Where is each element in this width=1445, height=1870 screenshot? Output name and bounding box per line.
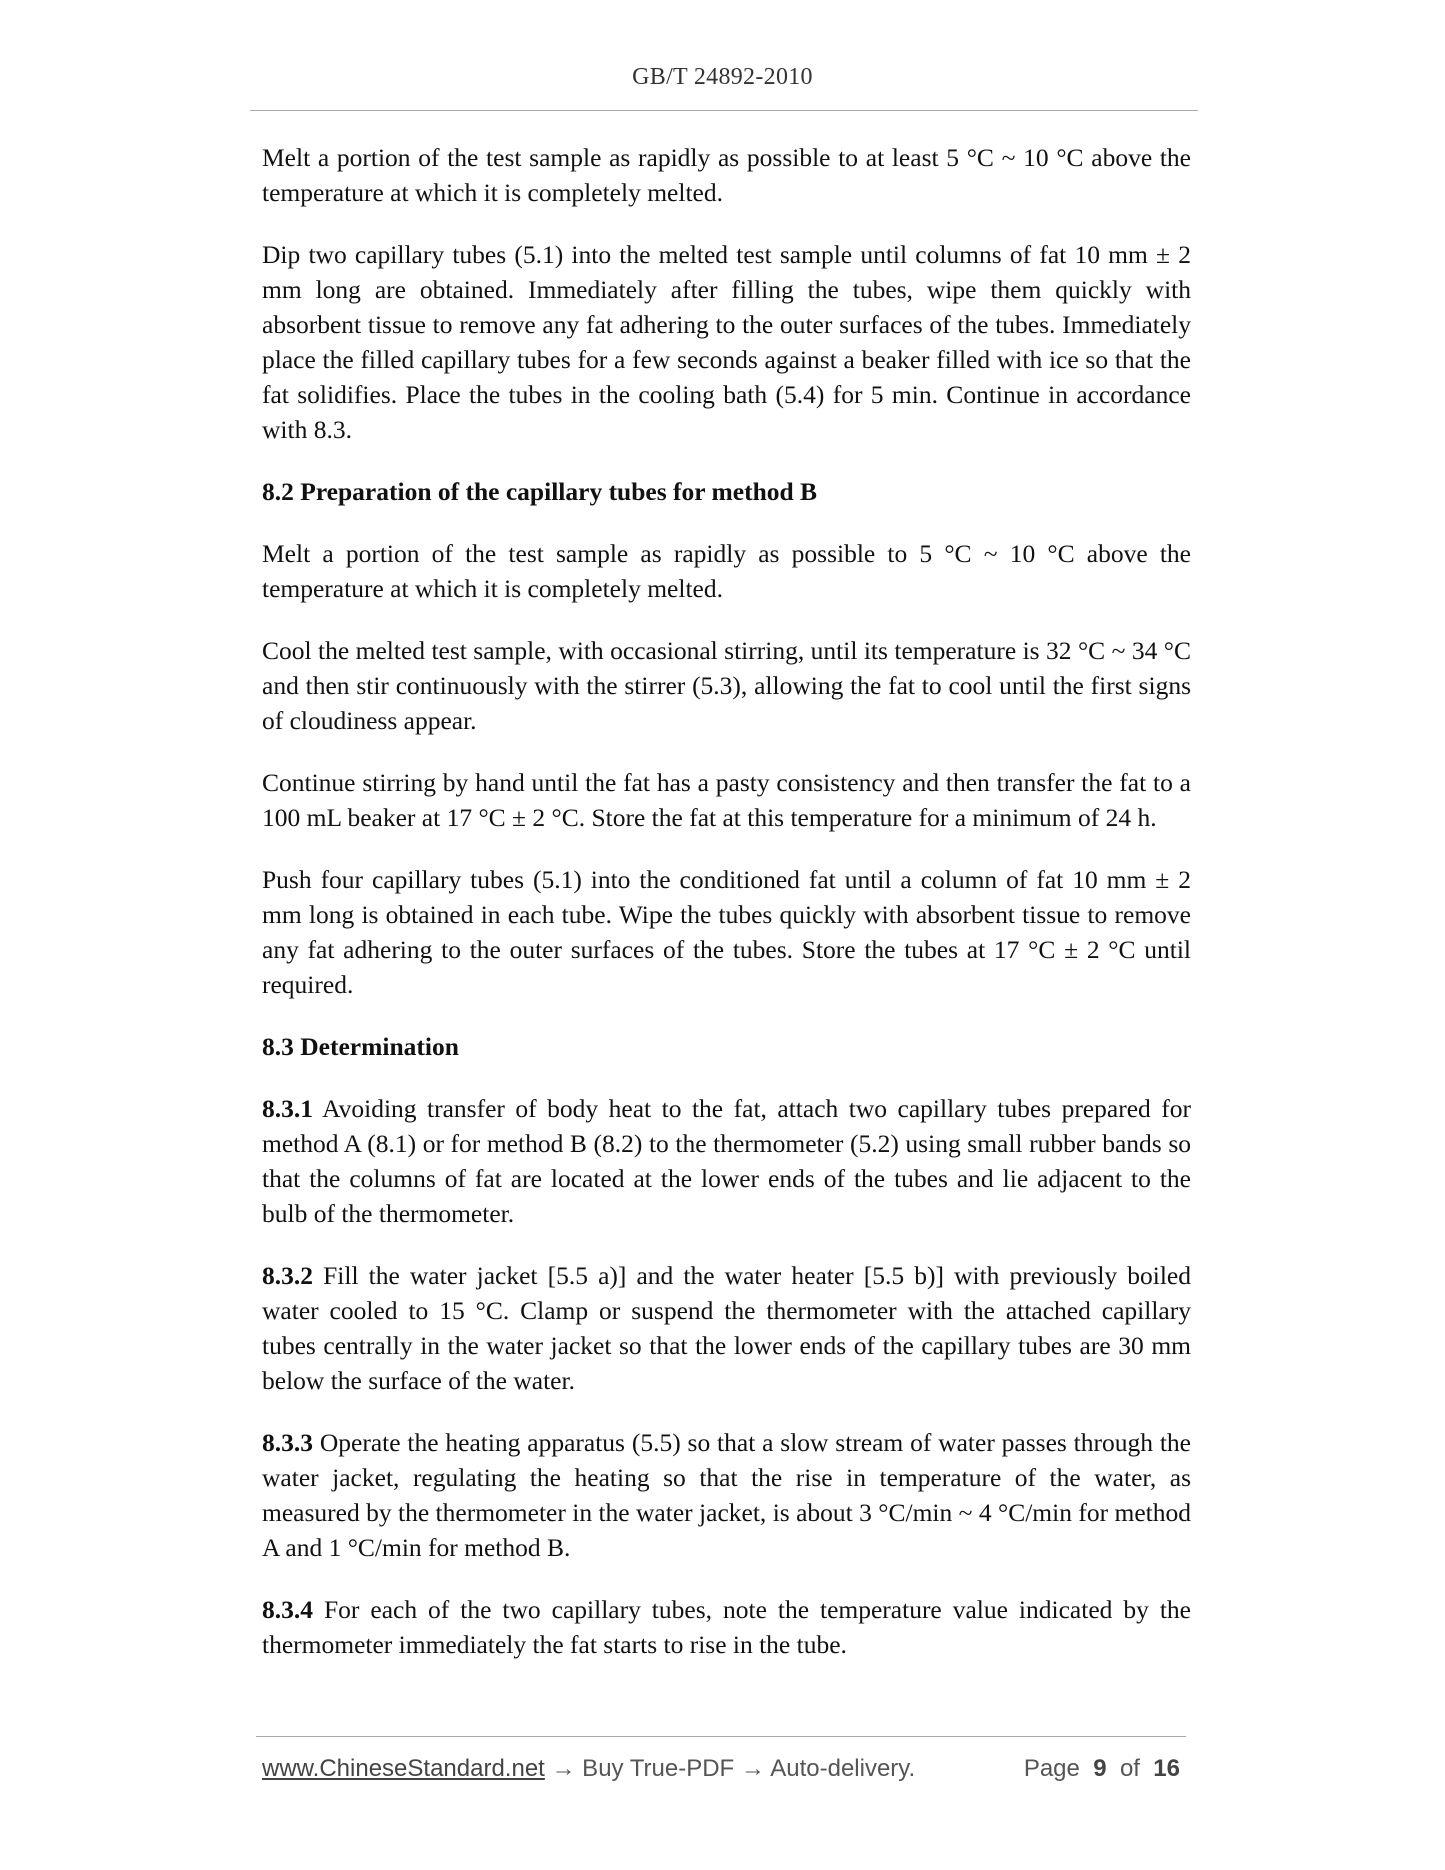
page-label: Page (1023, 1755, 1080, 1782)
footer-divider (256, 1736, 1186, 1737)
paragraph-continue-stirring: Continue stirring by hand until the fat has a pasty consistency and then transfer the fat to a 100 mL beaker at 17 °C ± 2 °C. Store the fat at this temperature for a minimum of 24 h. (262, 768, 1191, 832)
paragraph-melt-sample-method-b: Melt a portion of the test sample as rapidly as possible to 5 °C ~ 10 °C above the temperature at which it is completely melted. (262, 539, 1191, 603)
clause-8-3-1 (262, 1091, 1191, 1231)
of-label: of (1119, 1755, 1140, 1782)
footer-tagline: → Buy True-PDF → Auto-delivery. (544, 1755, 916, 1782)
total-pages: 16 (1153, 1755, 1180, 1782)
clause-number: 8.3.4 (262, 1595, 313, 1624)
clause-number: 8.3.3 (262, 1428, 313, 1457)
site-link[interactable]: www.ChineseStandard.net (262, 1755, 545, 1782)
clause-number: 8.3.1 (262, 1094, 313, 1123)
document-body (262, 140, 1191, 1689)
clause-text: For each of the two capillary tubes, note the temperature value indicated by the thermometer immediately the fat starts to rise in the tube. (262, 1595, 1191, 1659)
clause-text: Fill the water jacket [5.5 a)] and the water heater [5.5 b)] with previously boiled water cooled to 15 °C. Clamp or suspend the thermometer with the attached capillary tubes centrally in the water jacket so that the lower ends of the capillary tubes are 30 mm below the surface of the water. (262, 1261, 1191, 1395)
paragraph-cool-sample: Cool the melted test sample, with occasional stirring, until its temperature is 32 °C ~ 34 °C and then stir continuously with the stirrer (5.3), allowing the fat to cool until the first signs of cloudiness appear. (262, 636, 1191, 735)
paragraph-push-capillary-tubes: Push four capillary tubes (5.1) into the conditioned fat until a column of fat 10 mm ± 2 mm long is obtained in each tube. Wipe the tubes quickly with absorbent tissue to remove any fat adhering to the outer surfaces of the tubes. Store the tubes at 17 °C ± 2 °C until required. (262, 865, 1191, 999)
clause-8-3-2 (262, 1258, 1191, 1398)
page-indicator (1024, 1755, 1180, 1783)
clause-text: Avoiding transfer of body heat to the fat, attach two capillary tubes prepared for method A (8.1) or for method B (8.2) to the thermometer (5.2) using small rubber bands so that the columns of fat are located at the lower ends of the tubes and lie adjacent to the bulb of the thermometer. (262, 1094, 1191, 1228)
page-footer (262, 1755, 1180, 1783)
section-heading-8-3: 8.3 Determination (262, 1032, 459, 1061)
clause-number: 8.3.2 (262, 1261, 313, 1290)
clause-text: Operate the heating apparatus (5.5) so that a slow stream of water passes through the water jacket, regulating the heating so that the rise in temperature of the water, as measured by the thermometer in the water jacket, is about 3 °C/min ~ 4 °C/min for method A and 1 °C/min for method B. (262, 1428, 1191, 1562)
clause-8-3-4 (262, 1592, 1191, 1662)
section-heading-8-2: 8.2 Preparation of the capillary tubes for method B (262, 477, 818, 506)
page-number: 9 (1093, 1755, 1107, 1782)
page-header-standard-id: GB/T 24892-2010 (632, 64, 813, 90)
paragraph-melt-sample-method-a: Melt a portion of the test sample as rapidly as possible to at least 5 °C ~ 10 °C above the temperature at which it is completely melted. (262, 143, 1191, 207)
header-divider (250, 110, 1198, 111)
clause-8-3-3 (262, 1425, 1191, 1565)
paragraph-dip-capillary-tubes: Dip two capillary tubes (5.1) into the melted test sample until columns of fat 10 mm ± 2 mm long are obtained. Immediately after filling the tubes, wipe them quickly with absorbent tissue to remove any fat adhering to the outer surfaces of the tubes. Immediately place the filled capillary tubes for a few seconds against a beaker filled with ice so that the fat solidifies. Place the tubes in the cooling bath (5.4) for 5 min. Continue in accordance with 8.3. (262, 240, 1191, 444)
